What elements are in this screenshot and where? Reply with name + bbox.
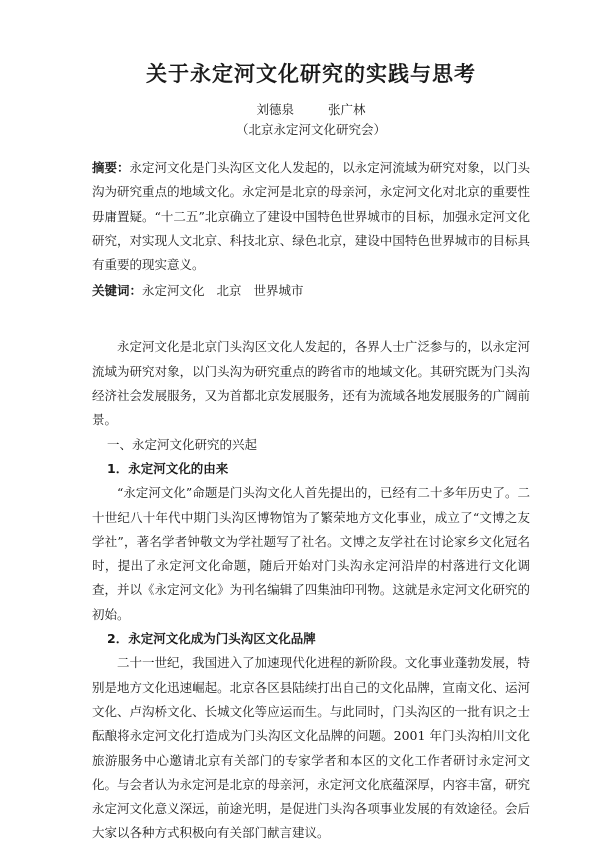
section-heading: 一、永定河文化研究的兴起	[107, 436, 258, 452]
body-paragraph: 二十一世纪，我国进入了加速现代化进程的新阶段。文化事业蓬勃发展，特别是地方文化迅速崛起。北京各区县陆续打出自己的文化品牌，宣南文化、运河文化、卢沟桥文化、长城文化等应运而生。与此同时，门头沟区的一批有识之士酝酿将永定河文化打造成为门头沟区文化品牌的问题。2001 年门头沟柏川文化旅游服务中心邀请北京有关部门的专家学者和本区的文化工作者研讨永定河文化。与会者认为永定河是北京的母亲河，永定河文化底蕴深厚，内容丰富，研究永定河文化意义深远，前途光明，是促进门头沟各项事业发展的有效途径。会后大家以各种方式积极向有关部门献言建议。	[92, 655, 530, 841]
paper-title: 关于永定河文化研究的实践与思考	[146, 62, 476, 86]
author-line	[92, 100, 530, 118]
keywords	[92, 279, 530, 303]
author-name: 张广林	[328, 102, 366, 117]
abstract	[92, 156, 530, 277]
intro-paragraph: 永定河文化是北京门头沟区文化人发起的，各界人士广泛参与的，以永定河流域为研究对象，以门头沟为研究重点的跨省市的地域文化。其研究既为门头沟经济社会发展服务，又为首都北京发展服务，还有为流域各地发展服务的广阔前景。	[92, 339, 530, 428]
keyword: 北京	[216, 283, 242, 299]
author-name: 刘德泉	[256, 102, 294, 117]
keyword: 永定河文化	[142, 283, 205, 299]
body-paragraph: “永定河文化”命题是门头沟文化人首先提出的，已经有二十多年历史了。二十世纪八十年代中期门头沟区博物馆为了繁荣地方文化事业，成立了“文博之友学社”，著名学者钟敬文为学社题写了社名。文博之友学社在讨论家乡文化冠名时，提出了永定河文化命题，随后开始对门头沟永定河沿岸的村落进行文化调查，并以《永定河文化》为刊名编辑了四集油印刊物。这就是永定河文化研究的初始。	[92, 485, 530, 622]
abstract-label: 摘要：	[92, 160, 130, 175]
keywords-label: 关键词：	[92, 283, 143, 299]
keyword: 世界城市	[253, 283, 304, 299]
subsection-heading: 2．永定河文化成为门头沟区文化品牌	[107, 631, 316, 647]
document-page	[0, 58, 600, 841]
body-text	[92, 335, 530, 845]
subsection-heading: 1．永定河文化的由来	[107, 460, 229, 476]
affiliation: （北京永定河文化研究会）	[235, 122, 386, 137]
abstract-text: 永定河文化是门头沟区文化人发起的，以永定河流域为研究对象，以门头沟为研究重点的地域文化。永定河是北京的母亲河，永定河文化对北京的重要性毋庸置疑。“十二五”北京确立了建设中国特色世界城市的目标，加强永定河文化研究，对实现人文北京、科技北京、绿色北京，建设中国特色世界城市的目标具有重要的现实意义。	[92, 160, 530, 273]
